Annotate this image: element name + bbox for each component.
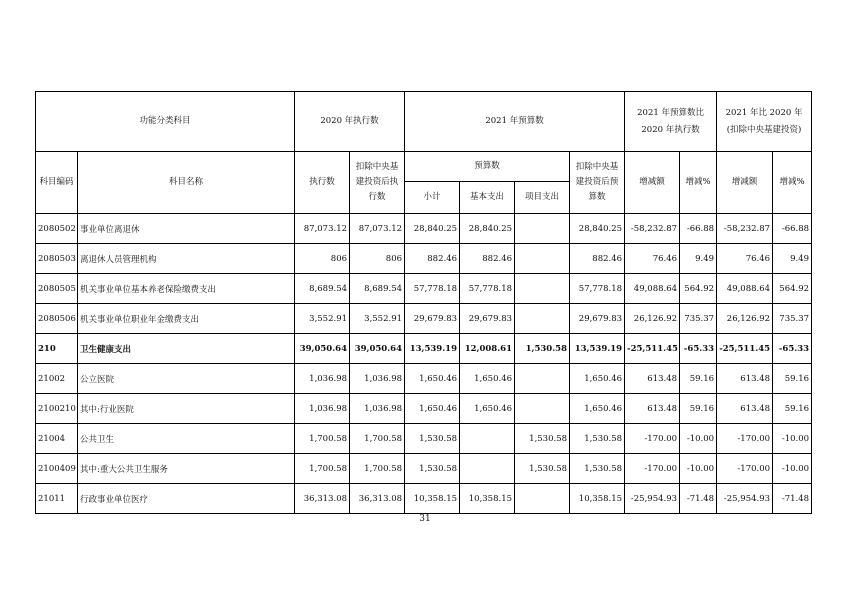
cell-project: [515, 394, 570, 424]
cell-code: 2080505: [36, 274, 78, 304]
cell-diff2: 613.48: [717, 394, 773, 424]
cell-basic: 28,840.25: [460, 214, 515, 244]
cell-name: 其中:行业医院: [78, 394, 295, 424]
cell-diff1: -25,511.45: [625, 334, 680, 364]
cell-pct2: 59.16: [773, 364, 812, 394]
cell-subtotal: 10,358.15: [405, 484, 460, 514]
cell-budget-excl: 1,530.58: [570, 454, 625, 484]
cell-budget-excl: 28,840.25: [570, 214, 625, 244]
cell-exec: 1,700.58: [295, 454, 350, 484]
cell-name: 其中:重大公共卫生服务: [78, 454, 295, 484]
cell-pct1: -71.48: [680, 484, 717, 514]
cell-code: 2080502: [36, 214, 78, 244]
cell-budget-excl: 1,650.46: [570, 394, 625, 424]
cell-project: 1,530.58: [515, 454, 570, 484]
cell-code: 2100409: [36, 454, 78, 484]
cell-diff1: -58,232.87: [625, 214, 680, 244]
header-project: 项目支出: [515, 182, 570, 214]
header-budget-excl-line1: 扣除中央基: [575, 161, 619, 172]
cell-exec: 806: [295, 244, 350, 274]
header-func-category: 功能分类科目: [36, 92, 295, 152]
cell-pct1: 735.37: [680, 304, 717, 334]
header-subtotal: 小计: [405, 182, 460, 214]
cell-budget-excl: 1,650.46: [570, 364, 625, 394]
cell-diff1: 613.48: [625, 394, 680, 424]
cell-exec: 39,050.64: [295, 334, 350, 364]
cell-exec-excl: 87,073.12: [350, 214, 405, 244]
cell-subtotal: 29,679.83: [405, 304, 460, 334]
cell-basic: 882.46: [460, 244, 515, 274]
cell-subtotal: 1,650.46: [405, 364, 460, 394]
cell-code: 210: [36, 334, 78, 364]
cell-exec-excl: 36,313.08: [350, 484, 405, 514]
cell-diff2: 26,126.92: [717, 304, 773, 334]
header-pct2: 增减%: [773, 152, 812, 214]
cell-exec-excl: 8,689.54: [350, 274, 405, 304]
header-exec-excl: [350, 152, 405, 214]
cell-pct1: 59.16: [680, 394, 717, 424]
cell-basic: [460, 424, 515, 454]
cell-project: [515, 304, 570, 334]
cell-code: 21004: [36, 424, 78, 454]
cell-code: 21002: [36, 364, 78, 394]
header-budget-excl: [570, 152, 625, 214]
table-row: [36, 394, 812, 424]
header-budget-2021: 2021 年预算数: [405, 92, 625, 152]
cell-diff1: -170.00: [625, 424, 680, 454]
header-diff1: 增减额: [625, 152, 680, 214]
table-row: [36, 424, 812, 454]
cell-diff1: 76.46: [625, 244, 680, 274]
cell-basic: 1,650.46: [460, 394, 515, 424]
cell-pct2: 564.92: [773, 274, 812, 304]
cell-project: [515, 244, 570, 274]
cell-project: 1,530.58: [515, 334, 570, 364]
cell-name: 机关事业单位职业年金缴费支出: [78, 304, 295, 334]
cell-exec: 8,689.54: [295, 274, 350, 304]
header-cmp-2020: [625, 92, 717, 152]
table-row: [36, 454, 812, 484]
table-row: [36, 364, 812, 394]
cell-budget-excl: 882.46: [570, 244, 625, 274]
cell-pct2: 9.49: [773, 244, 812, 274]
cell-exec-excl: 1,700.58: [350, 424, 405, 454]
cell-exec: 1,036.98: [295, 394, 350, 424]
table-row: [36, 334, 812, 364]
header-basic: 基本支出: [460, 182, 515, 214]
cell-diff2: 613.48: [717, 364, 773, 394]
cell-name: 事业单位离退休: [78, 214, 295, 244]
cell-exec-excl: 806: [350, 244, 405, 274]
cell-name: 卫生健康支出: [78, 334, 295, 364]
cell-name: 公立医院: [78, 364, 295, 394]
header-cmp-excl: [717, 92, 812, 152]
cell-budget-excl: 10,358.15: [570, 484, 625, 514]
cell-project: [515, 364, 570, 394]
page-number: 31: [419, 514, 431, 524]
cell-exec: 3,552.91: [295, 304, 350, 334]
cell-pct1: -10.00: [680, 454, 717, 484]
cell-diff1: 613.48: [625, 364, 680, 394]
cell-subtotal: 28,840.25: [405, 214, 460, 244]
cell-exec-excl: 1,036.98: [350, 364, 405, 394]
cell-code: 2100210: [36, 394, 78, 424]
cell-project: [515, 214, 570, 244]
cell-name: 离退休人员管理机构: [78, 244, 295, 274]
header-pct1: 增减%: [680, 152, 717, 214]
cell-basic: 12,008.61: [460, 334, 515, 364]
cell-subtotal: 13,539.19: [405, 334, 460, 364]
header-cmp-excl-line1: 2021 年比 2020 年: [725, 108, 803, 119]
cell-code: 21011: [36, 484, 78, 514]
cell-code: 2080506: [36, 304, 78, 334]
cell-basic: 1,650.46: [460, 364, 515, 394]
cell-subtotal: 57,778.18: [405, 274, 460, 304]
cell-exec: 87,073.12: [295, 214, 350, 244]
cell-budget-excl: 29,679.83: [570, 304, 625, 334]
header-diff2: 增减额: [717, 152, 773, 214]
header-budget-excl-line2: 建投资后预: [575, 176, 619, 187]
cell-subtotal: 1,530.58: [405, 454, 460, 484]
header-budget: 预算数: [405, 152, 570, 182]
header-cmp-2020-line2: 2020 年执行数: [641, 124, 700, 135]
cell-diff2: -170.00: [717, 454, 773, 484]
cell-exec: 1,700.58: [295, 424, 350, 454]
cell-diff1: -170.00: [625, 454, 680, 484]
cell-name: 公共卫生: [78, 424, 295, 454]
cell-diff1: 49,088.64: [625, 274, 680, 304]
header-cmp-2020-line1: 2021 年预算数比: [637, 108, 704, 119]
table-row: [36, 304, 812, 334]
header-row-2: [36, 152, 812, 182]
cell-project: [515, 484, 570, 514]
header-exec-excl-line2: 建投资后执: [355, 176, 399, 187]
cell-code: 2080503: [36, 244, 78, 274]
cell-name: 机关事业单位基本养老保险缴费支出: [78, 274, 295, 304]
cell-pct2: -10.00: [773, 454, 812, 484]
cell-project: 1,530.58: [515, 424, 570, 454]
cell-diff2: 49,088.64: [717, 274, 773, 304]
cell-basic: 57,778.18: [460, 274, 515, 304]
cell-budget-excl: 57,778.18: [570, 274, 625, 304]
header-code: 科目编码: [36, 152, 78, 214]
header-cmp-excl-line2: (扣除中央基建投资): [726, 124, 802, 135]
cell-diff2: -170.00: [717, 424, 773, 454]
cell-budget-excl: 13,539.19: [570, 334, 625, 364]
cell-project: [515, 274, 570, 304]
cell-pct1: 564.92: [680, 274, 717, 304]
header-exec-excl-line3: 行数: [368, 192, 386, 203]
header-exec-2020: 2020 年执行数: [295, 92, 405, 152]
cell-pct2: -71.48: [773, 484, 812, 514]
cell-subtotal: 882.46: [405, 244, 460, 274]
cell-diff1: -25,954.93: [625, 484, 680, 514]
cell-basic: 10,358.15: [460, 484, 515, 514]
header-exec: 执行数: [295, 152, 350, 214]
cell-diff2: 76.46: [717, 244, 773, 274]
table-row: [36, 244, 812, 274]
cell-diff2: -58,232.87: [717, 214, 773, 244]
header-name: 科目名称: [78, 152, 295, 214]
budget-table: [35, 91, 812, 514]
cell-pct1: 9.49: [680, 244, 717, 274]
cell-diff2: -25,954.93: [717, 484, 773, 514]
header-row-1: [36, 92, 812, 152]
cell-pct1: -66.88: [680, 214, 717, 244]
cell-basic: [460, 454, 515, 484]
header-exec-excl-line1: 扣除中央基: [355, 161, 399, 172]
table-row: [36, 484, 812, 514]
cell-budget-excl: 1,530.58: [570, 424, 625, 454]
table-row: [36, 214, 812, 244]
table-row: [36, 274, 812, 304]
cell-pct2: -65.33: [773, 334, 812, 364]
cell-basic: 29,679.83: [460, 304, 515, 334]
cell-diff1: 26,126.92: [625, 304, 680, 334]
cell-pct1: 59.16: [680, 364, 717, 394]
cell-exec-excl: 1,700.58: [350, 454, 405, 484]
cell-exec: 1,036.98: [295, 364, 350, 394]
cell-exec-excl: 3,552.91: [350, 304, 405, 334]
cell-pct2: 735.37: [773, 304, 812, 334]
cell-name: 行政事业单位医疗: [78, 484, 295, 514]
cell-subtotal: 1,650.46: [405, 394, 460, 424]
cell-pct1: -10.00: [680, 424, 717, 454]
header-budget-excl-line3: 算数: [588, 192, 606, 203]
cell-exec-excl: 1,036.98: [350, 394, 405, 424]
cell-pct1: -65.33: [680, 334, 717, 364]
cell-pct2: 59.16: [773, 394, 812, 424]
cell-exec-excl: 39,050.64: [350, 334, 405, 364]
cell-diff2: -25,511.45: [717, 334, 773, 364]
cell-pct2: -66.88: [773, 214, 812, 244]
cell-subtotal: 1,530.58: [405, 424, 460, 454]
cell-exec: 36,313.08: [295, 484, 350, 514]
cell-pct2: -10.00: [773, 424, 812, 454]
